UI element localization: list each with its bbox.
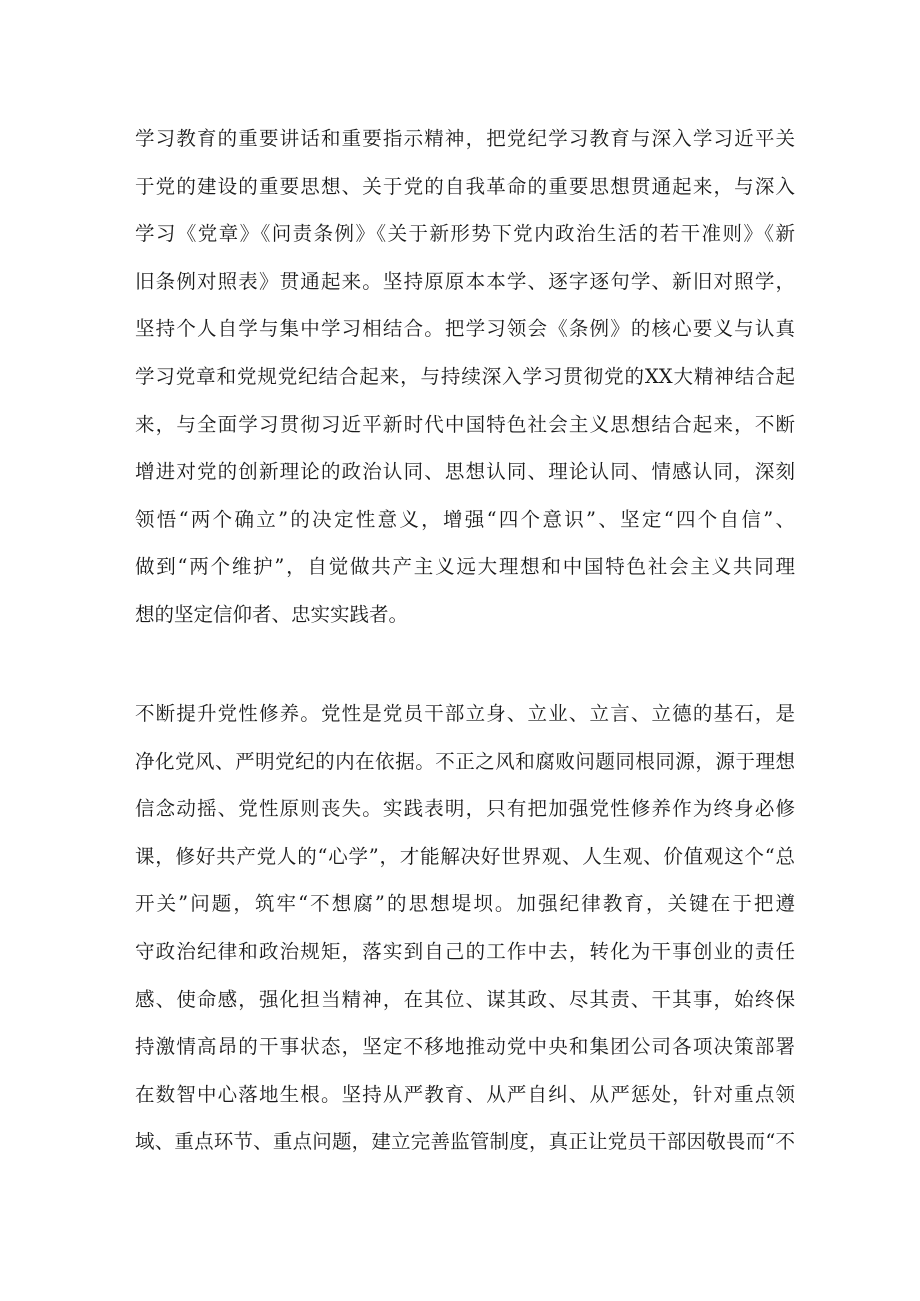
text-line: 于党的建设的重要思想、关于党的自我革命的重要思想贯通起来，与深入 bbox=[135, 174, 795, 198]
text-line: 不断提升党性修养。党性是党员干部立身、立业、立言、立德的基石，是 bbox=[135, 702, 795, 725]
text-line: 课，修好共产党人的“心学”，才能解决好世界观、人生观、价值观这个“总 bbox=[135, 844, 795, 868]
text-line: 领悟“两个确立”的决定性意义，增强“四个意识”、坚定“四个自信”、 bbox=[135, 507, 795, 531]
paragraph-party-spirit-cultivation bbox=[135, 690, 795, 1166]
text-line: 学习《党章》《问责条例》《关于新形势下党内政治生活的若干准则》《新 bbox=[135, 222, 795, 246]
text-line: 感、使命感，强化担当精神，在其位、谋其政、尽其责、干其事，始终保 bbox=[135, 987, 795, 1011]
text-line: 在数智中心落地生根。坚持从严教育、从严自纠、从严惩处，针对重点领 bbox=[135, 1082, 795, 1106]
text-line: 增进对党的创新理论的政治认同、思想认同、理论认同、情感认同，深刻 bbox=[135, 460, 795, 484]
text-line: 学习党章和党规党纪结合起来，与持续深入学习贯彻党的XX大精神结合起 bbox=[135, 364, 795, 388]
text-line: 坚持个人自学与集中学习相结合。把学习领会《条例》的核心要义与认真 bbox=[135, 317, 795, 341]
paragraph-party-discipline-study bbox=[135, 115, 795, 639]
text-line: 域、重点环节、重点问题，建立完善监管制度，真正让党员干部因敬畏而“不 bbox=[135, 1130, 795, 1154]
text-line: 信念动摇、党性原则丧失。实践表明，只有把加强党性修养作为终身必修 bbox=[135, 797, 795, 821]
text-line: 持激情高昂的干事状态，坚定不移地推动党中央和集团公司各项决策部署 bbox=[135, 1035, 795, 1059]
text-line: 学习教育的重要讲话和重要指示精神，把党纪学习教育与深入学习近平关 bbox=[135, 127, 795, 150]
text-line: 净化党风、严明党纪的内在依据。不正之风和腐败问题同根同源，源于理想 bbox=[135, 749, 795, 773]
text-line: 想的坚定信仰者、忠实实践者。 bbox=[135, 602, 409, 626]
text-line: 来，与全面学习贯彻习近平新时代中国特色社会主义思想结合起来，不断 bbox=[135, 412, 795, 436]
text-line: 开关”问题，筑牢“不想腐”的思想堤坝。加强纪律教育，关键在于把遵 bbox=[135, 892, 795, 916]
text-line: 旧条例对照表》贯通起来。坚持原原本本学、逐字逐句学、新旧对照学， bbox=[135, 269, 795, 293]
text-line: 做到“两个维护”，自觉做共产主义远大理想和中国特色社会主义共同理 bbox=[135, 555, 795, 579]
text-line: 守政治纪律和政治规矩，落实到自己的工作中去，转化为干事创业的责任 bbox=[135, 939, 795, 963]
